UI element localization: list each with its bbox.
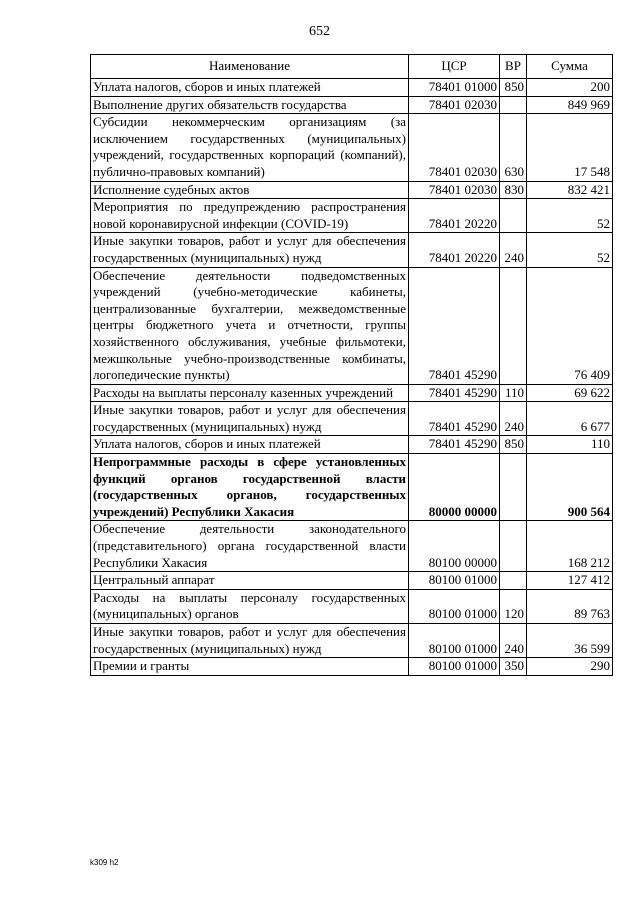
- cell-csr: 80000 00000: [409, 454, 500, 521]
- cell-name: Мероприятия по предупреждению распространения новой коронавирусной инфекции (COVID-19): [91, 199, 409, 233]
- table-row: [91, 199, 613, 233]
- cell-vr: [500, 267, 527, 384]
- cell-sum: 290: [527, 658, 613, 676]
- cell-sum: 17 548: [527, 114, 613, 181]
- table-row: [91, 79, 613, 97]
- table-row: [91, 96, 613, 114]
- cell-name: Выполнение других обязательств государства: [91, 96, 409, 114]
- cell-name: Иные закупки товаров, работ и услуг для обеспечения государственных (муниципальных) нужд: [91, 402, 409, 436]
- footer-code: k309 h2: [90, 858, 119, 867]
- cell-sum: 200: [527, 79, 613, 97]
- cell-vr: 110: [500, 384, 527, 402]
- cell-csr: 80100 01000: [409, 589, 500, 623]
- header-vr: ВР: [500, 55, 527, 79]
- cell-csr: 80100 01000: [409, 572, 500, 590]
- cell-vr: 240: [500, 402, 527, 436]
- cell-sum: 849 969: [527, 96, 613, 114]
- cell-sum: 900 564: [527, 454, 613, 521]
- cell-csr: 78401 01000: [409, 79, 500, 97]
- cell-csr: 78401 02030: [409, 114, 500, 181]
- cell-csr: 78401 45290: [409, 384, 500, 402]
- cell-vr: 830: [500, 181, 527, 199]
- table-header-row: [91, 55, 613, 79]
- cell-csr: 78401 20220: [409, 199, 500, 233]
- cell-sum: 127 412: [527, 572, 613, 590]
- cell-name: Исполнение судебных актов: [91, 181, 409, 199]
- cell-csr: 80100 01000: [409, 624, 500, 658]
- cell-name: Иные закупки товаров, работ и услуг для обеспечения государственных (муниципальных) нужд: [91, 624, 409, 658]
- cell-vr: [500, 454, 527, 521]
- cell-vr: [500, 96, 527, 114]
- cell-vr: 850: [500, 436, 527, 454]
- cell-vr: 850: [500, 79, 527, 97]
- cell-vr: [500, 521, 527, 572]
- budget-table: [90, 54, 613, 676]
- cell-sum: 6 677: [527, 402, 613, 436]
- cell-sum: 89 763: [527, 589, 613, 623]
- cell-sum: 69 622: [527, 384, 613, 402]
- cell-sum: 76 409: [527, 267, 613, 384]
- cell-name: Расходы на выплаты персоналу государственных (муниципальных) органов: [91, 589, 409, 623]
- cell-sum: 110: [527, 436, 613, 454]
- table-body: [91, 79, 613, 676]
- header-name: Наименование: [91, 55, 409, 79]
- cell-csr: 78401 02030: [409, 181, 500, 199]
- cell-vr: 240: [500, 624, 527, 658]
- cell-name: Иные закупки товаров, работ и услуг для обеспечения государственных (муниципальных) нужд: [91, 233, 409, 267]
- cell-sum: 168 212: [527, 521, 613, 572]
- cell-vr: [500, 199, 527, 233]
- table-row: [91, 658, 613, 676]
- cell-sum: 832 421: [527, 181, 613, 199]
- cell-csr: 80100 00000: [409, 521, 500, 572]
- page-number: 652: [309, 24, 330, 39]
- table-row: [91, 402, 613, 436]
- cell-csr: 78401 45290: [409, 402, 500, 436]
- cell-name: Непрограммные расходы в сфере установленных функций органов государственной власти (государственных органов, государственных учреждений) Республики Хакасия: [91, 454, 409, 521]
- cell-name: Расходы на выплаты персоналу казенных учреждений: [91, 384, 409, 402]
- table-row: [91, 589, 613, 623]
- cell-name: Субсидии некоммерческим организациям (за исключением государственных (муниципальных) учреждений, государственных корпораций (компаний), публично-правовых компаний): [91, 114, 409, 181]
- table-row: [91, 521, 613, 572]
- table-row: [91, 181, 613, 199]
- cell-csr: 78401 45290: [409, 436, 500, 454]
- cell-name: Уплата налогов, сборов и иных платежей: [91, 79, 409, 97]
- table-row: [91, 233, 613, 267]
- cell-name: Уплата налогов, сборов и иных платежей: [91, 436, 409, 454]
- header-csr: ЦСР: [409, 55, 500, 79]
- cell-csr: 80100 01000: [409, 658, 500, 676]
- table-row: [91, 436, 613, 454]
- cell-sum: 52: [527, 199, 613, 233]
- cell-sum: 52: [527, 233, 613, 267]
- table-row: [91, 572, 613, 590]
- table-row: [91, 267, 613, 384]
- cell-csr: 78401 02030: [409, 96, 500, 114]
- cell-vr: 240: [500, 233, 527, 267]
- cell-name: Премии и гранты: [91, 658, 409, 676]
- cell-vr: 630: [500, 114, 527, 181]
- cell-name: Центральный аппарат: [91, 572, 409, 590]
- table-row: [91, 114, 613, 181]
- header-sum: Сумма: [527, 55, 613, 79]
- cell-csr: 78401 20220: [409, 233, 500, 267]
- cell-csr: 78401 45290: [409, 267, 500, 384]
- cell-name: Обеспечение деятельности подведомственных учреждений (учебно-методические кабинеты, централизованные бухгалтерии, межведомственные центры бюджетного учета и отчетности, группы хозяйственного обслуживания, учебные фильмотеки, межшкольные учебно-производственные комбинаты, логопедические пункты): [91, 267, 409, 384]
- cell-sum: 36 599: [527, 624, 613, 658]
- cell-name: Обеспечение деятельности законодательного (представительного) органа государственной власти Республики Хакасия: [91, 521, 409, 572]
- table-row: [91, 624, 613, 658]
- table-row: [91, 454, 613, 521]
- cell-vr: 350: [500, 658, 527, 676]
- table-row: [91, 384, 613, 402]
- cell-vr: 120: [500, 589, 527, 623]
- cell-vr: [500, 572, 527, 590]
